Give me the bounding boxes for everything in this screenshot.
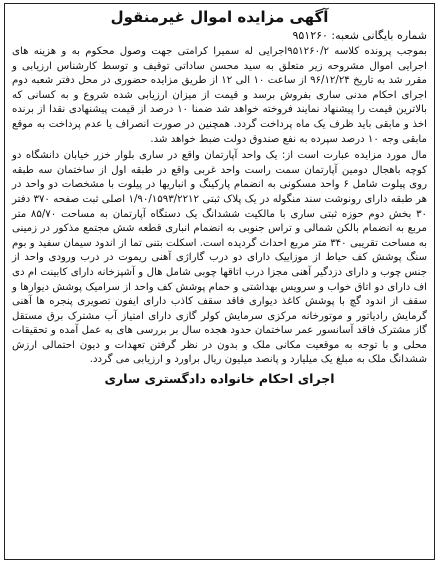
notice-paragraph-property: مال مورد مزایده عبارت است از: یک واحد آپارتمان واقع در ساری بلوار خزر خیابان دانشگاه دو کوچه باهجال دومین آپارتمان سمت راست واحد غربی واقع در طبقه اول از ساختمان سه طبقه روی پیلوت شامل ۶ واحد مسکونی به انضمام پارکینگ و انباریها در پیلوت با مشخصات دو واحد در هر طبقه دارای رونوشت سند منگوله در یک پلاک ثبتی ۱/۹۰/۱۵۹۳/۲۲۱۲ اصلی ثبت صفحه ۳۷۰ دفتر ۳۰ بخش دوم حوزه ثبتی ساری با مالکیت ششدانگ یک دستگاه آپارتمان به مساحت ۸۵/۷۰ متر مربع به انضمام بالکن شمالی و تراس جنوبی به انضمام انباری قطعه شش مجتمع مذکور در زمینی به مساحت تقریبی ۳۴۰ متر مربع احداث گردیده است. اسکلت بتنی تما از اندود سیمان سفید و بوم سنگ پوشش کف حیاط از موزاییک دارای دو درب گاراژی آهنی ریموت در درب ورودی واحد از جنس چوب و دارای دزدگیر آهنی مجزا درب اتاقها چوبی شامل هال و آشپزخانه دارای کابینت ام دی اف دارای دو اتاق خواب و سرویس بهداشتی و حمام پوشش کف واحد از سرامیک پوشش دیوارها و سقف از اندود گچ با پوشش کاغذ دیواری فاقد سقف کاذب دارای ایفون تصویری پنجره ها آهنی گرمایش رادیاتور و موتورخانه مرکزی سرمایش کولر گازی دارای امتیاز آب مشترک برق مستقل گاز مشترک فاقد آسانسور عمر ساختمان حدود هجده سال بر بررسی های به عمل آمده و تحقیقات محلی و با توجه به موقعیت مکانی ملک و بدون در نظر گرفتن تعهدات و دیون احتمالی ارزش ششدانگ ملک به مبلغ یک میلیارد و پانصد میلیون ریال براورد و ارزیابی می گردد.	[12, 150, 428, 366]
notice-paragraph-terms: بموجب پرونده کلاسه ۹۵۱۲۶۰/۲اجرایی له سمیرا کرامتی جهت وصول محکوم به و هزینه های اجرایی اموال مشروحه زیر متعلق به سید محسن ساداتی توقیف و توسط کارشناس ارزیابی و مقرر شد به تاریخ ۹۶/۱۲/۲۴ از ساعت ۱۰ الی ۱۲ از طریق مزایده حضوری در محل دفتر شعبه دوم اجرای احکام مدنی ساری بفروش برسد و قیمت از میزان ارزیابی شده شروع و به کسانی که بالاترین قیمت را پیشنهاد نمایند فروخته خواهد شد ضمنا ۱۰ درصد از قیمت پیشنهادی نقدا از برنده اخذ و مابقی باید ظرف یک ماه پرداخت گردد. همچنین در صورت انصراف یا عدم پرداخت به موقع مابقی وجه ۱۰ درصد سپرده به نفع صندوق دولت ضبط خواهد شد.	[12, 46, 428, 145]
archive-number: شماره بایگانی شعبه: ۹۵۱۲۶۰	[292, 29, 427, 42]
notice-body	[12, 45, 427, 368]
notice-title: آگهی مزایده اموال غیرمنقول	[110, 8, 329, 26]
auction-notice	[4, 3, 435, 560]
notice-signature: اجرای احکام خانواده دادگستری ساری	[104, 371, 335, 387]
